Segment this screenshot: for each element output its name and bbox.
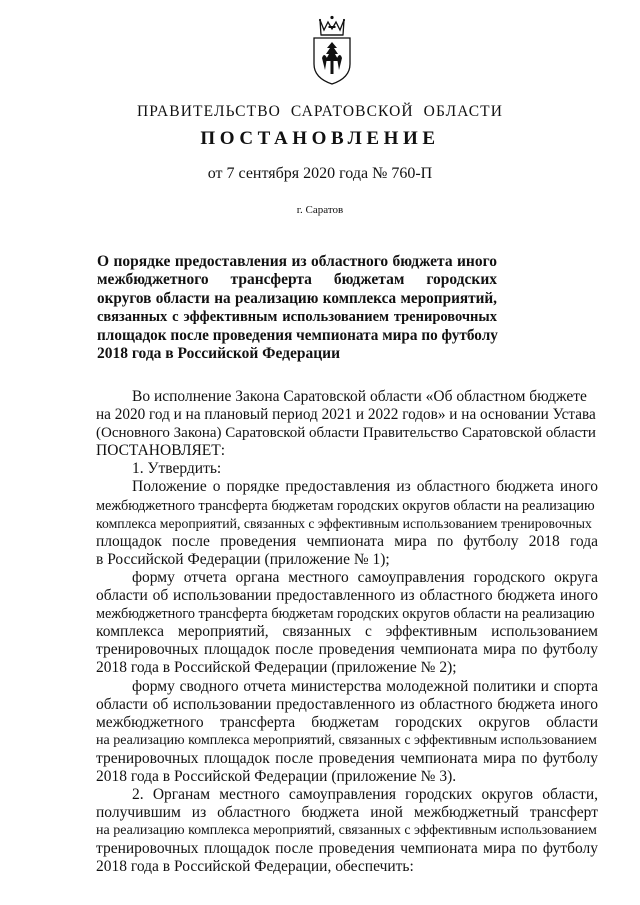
body-line: в Российской Федерации (приложение № 1); — [96, 550, 390, 568]
document-type: ПОСТАНОВЛЕНИЕ — [200, 128, 440, 149]
title-line: 2018 года в Российской Федерации — [97, 344, 341, 362]
document-body — [96, 388, 598, 877]
body-line: тренировочных площадок после проведения чемпионата мира по футболу — [96, 641, 598, 659]
body-line: комплекса мероприятий, связанных с эффективным использованием тренировочных — [96, 515, 592, 531]
body-line: ПОСТАНОВЛЯЕТ: — [96, 442, 226, 460]
body-line: 2018 года в Российской Федерации, обеспечить: — [96, 858, 414, 876]
body-line: 2. Органам местного самоуправления городских округов области, — [132, 786, 598, 804]
body-line: тренировочных площадок после проведения чемпионата мира по футболу — [96, 840, 598, 858]
body-line: форму отчета органа местного самоуправления городского округа — [132, 568, 598, 586]
title-line: площадок после проведения чемпионата мира по футболу — [97, 326, 498, 344]
body-line: получившим из областного бюджета иной межбюджетный трансферт — [96, 804, 598, 822]
title-line: округов области на реализацию комплекса мероприятий, — [97, 289, 497, 307]
body-line: межбюджетного трансферта бюджетам городских округов области на реализацию — [96, 497, 595, 514]
body-line: межбюджетного трансферта бюджетам городских округов области на реализацию — [96, 606, 595, 623]
body-line: 2018 года в Российской Федерации (приложение № 3). — [96, 767, 457, 785]
body-line: на 2020 год и на плановый период 2021 и 2022 годов» и на основании Устава — [96, 406, 596, 424]
title-line: О порядке предоставления из областного бюджета иного — [97, 253, 497, 270]
body-line: тренировочных площадок после проведения чемпионата мира по футболу — [96, 749, 598, 767]
body-line: на реализацию комплекса мероприятий, связанных с эффективным использованием — [96, 732, 597, 748]
title-line: межбюджетного трансферта бюджетам городских — [97, 271, 497, 289]
body-line: 1. Утвердить: — [132, 460, 222, 478]
government-name: ПРАВИТЕЛЬСТВО САРАТОВСКОЙ ОБЛАСТИ — [136, 103, 504, 120]
body-line: комплекса мероприятий, связанных с эффективным использованием — [96, 623, 598, 641]
body-line: Во исполнение Закона Саратовской области «Об областном бюджете — [132, 388, 587, 405]
body-line: (Основного Закона) Саратовской области Правительство Саратовской области — [96, 425, 596, 442]
body-line: форму сводного отчета министерства молодежной политики и спорта — [132, 677, 598, 695]
body-line: на реализацию комплекса мероприятий, связанных с эффективным использованием — [96, 823, 597, 839]
document-date-number: от 7 сентября 2020 года № 760-П — [207, 165, 433, 182]
title-line: связанных с эффективным использованием тренировочных — [97, 309, 497, 326]
body-line: Положение о порядке предоставления из областного бюджета иного — [132, 478, 598, 496]
document-city: г. Саратов — [296, 204, 344, 216]
body-line: 2018 года в Российской Федерации (приложение № 2); — [96, 659, 457, 677]
saratov-coat-of-arms-icon — [308, 14, 356, 86]
body-line: площадок после проведения чемпионата мира по футболу 2018 года — [96, 532, 598, 550]
body-line: межбюджетного трансферта бюджетам городских округов области — [96, 713, 598, 731]
body-line: области об использовании предоставленного из областного бюджета иного — [96, 695, 598, 713]
body-line: области об использовании предоставленного из областного бюджета иного — [96, 587, 598, 605]
document-title — [97, 253, 497, 363]
